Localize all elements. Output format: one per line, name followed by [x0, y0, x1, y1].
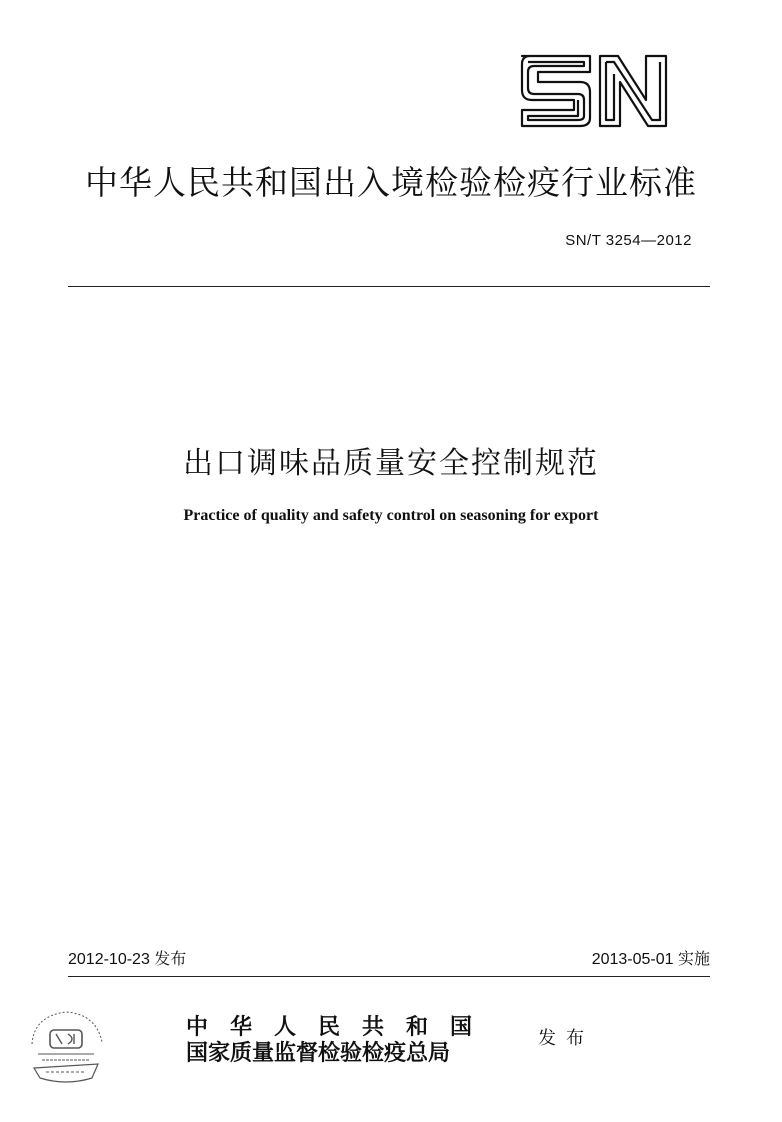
publisher-seal-icon	[24, 1004, 108, 1088]
sn-logo	[516, 50, 672, 130]
issuer-country: 中华人民共和国	[186, 1014, 495, 1040]
title-chinese: 出口调味品质量安全控制规范	[183, 446, 599, 481]
issuer-agency: 国家质量监督检验检疫总局	[186, 1040, 451, 1066]
standard-number: SN/T 3254—2012	[565, 232, 692, 249]
title-english: Practice of quality and safety control on seasoning for export	[183, 507, 599, 524]
standard-category: 中华人民共和国出入境检验检疫行业标准	[85, 163, 697, 202]
issue-date: 2012-10-23 发布	[68, 951, 187, 968]
footer-divider	[68, 976, 710, 977]
publish-label: 发布	[538, 1028, 594, 1049]
header-divider	[68, 286, 710, 287]
implementation-date: 2013-05-01 实施	[591, 951, 710, 968]
